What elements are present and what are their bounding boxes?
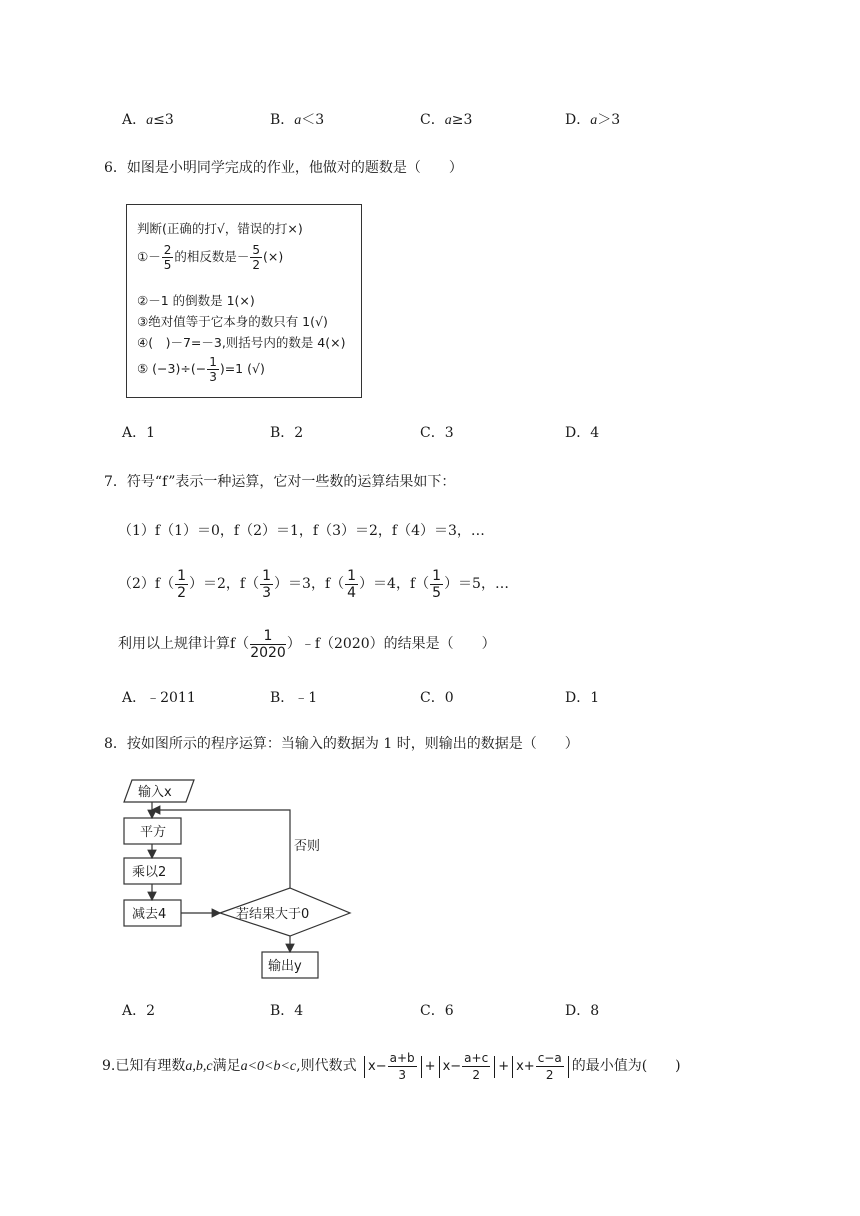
q6-option-c: C．3 [420,425,454,441]
q7-option-b: B．﹣1 [270,690,318,706]
q6-box-line1: ①－ $\frac{2}{5}$ 的相反数是－ $\frac{5}{2}$ (×) [137,243,284,272]
q6-box-title: 判断(正确的打√，错误的打×) [137,221,303,236]
q7-option-a: A．﹣2011 [122,690,196,706]
flow-else-label: 否则 [294,839,321,854]
q8-option-c: C．6 [420,1003,454,1019]
flow-input-text: 输入x [138,785,172,800]
q6-box-line2: ②－1 的倒数是 1(×) [137,293,255,308]
q8-option-d: D．8 [565,1003,600,1019]
q6-box-line5: ⑤ (−3)÷(− $\frac{1}{3}$ )=1 (√) [137,355,265,384]
flow-step2-text: 乘以2 [132,865,167,880]
flow-step1-text: 平方 [140,825,167,840]
q7-stem: 7．符号“f”表示一种运算，它对一些数的运算结果如下： [104,474,456,490]
q5-option-b: B．a＜3 [270,112,325,128]
q7-option-d: D．1 [565,690,600,706]
q7-option-c: C．0 [420,690,454,706]
q8-option-b: B．4 [270,1003,304,1019]
q8-flowchart [110,772,370,984]
q7-line3: 利用以上规律计算f（ $\frac{1}{2020}$ ）﹣f（2020）的结果是（ ） [118,627,496,661]
flow-decision-text: 若结果大于0 [236,907,310,922]
q6-stem: 6．如图是小明同学完成的作业，他做对的题数是（ ） [104,160,463,176]
q8-option-a: A．2 [122,1003,156,1019]
q6-option-b: B．2 [270,425,304,441]
q6-homework-box [126,204,362,398]
q5-option-c: C．a≥3 [420,112,473,128]
q8-stem: 8．按如图所示的程序运算：当输入的数据为 1 时，则输出的数据是（ ） [104,736,579,752]
q5-option-a: A．a≤3 [122,112,174,128]
q9-stem: 9.已知有理数a,b,c满足a<0<b<c,则代数式 x− $\frac{a+b}{3}$ + x− $\frac{a+c}{2}$ + x+ $\frac{c-a}{2}$ 的最小值为( ) [102,1051,681,1082]
q7-line1: （1）f（1）＝0，f（2）＝1，f（3）＝2，f（4）＝3，… [118,523,485,539]
q6-box-line4: ④( )－7=－3,则括号内的数是 4(×) [137,335,346,350]
q6-box-line3: ③绝对值等于它本身的数只有 1(√) [137,314,328,329]
q5-option-d: D．a＞3 [565,112,621,128]
flow-output-text: 输出y [268,959,302,974]
q9-expression: x− $\frac{a+b}{3}$ + x− $\frac{a+c}{2}$ + x+ $\frac{c-a}{2}$ [361,1059,572,1074]
q7-line2: （2）f（ $\frac{1}{2}$ ）＝2，f（ $\frac{1}{3}$ ）＝3，f（ $\frac{1}{4}$ ）＝4，f（ $\frac{1}{5}$ ）＝5，… [118,567,509,601]
q6-option-a: A．1 [122,425,156,441]
flow-step3-text: 减去4 [132,907,167,922]
q6-option-d: D．4 [565,425,600,441]
